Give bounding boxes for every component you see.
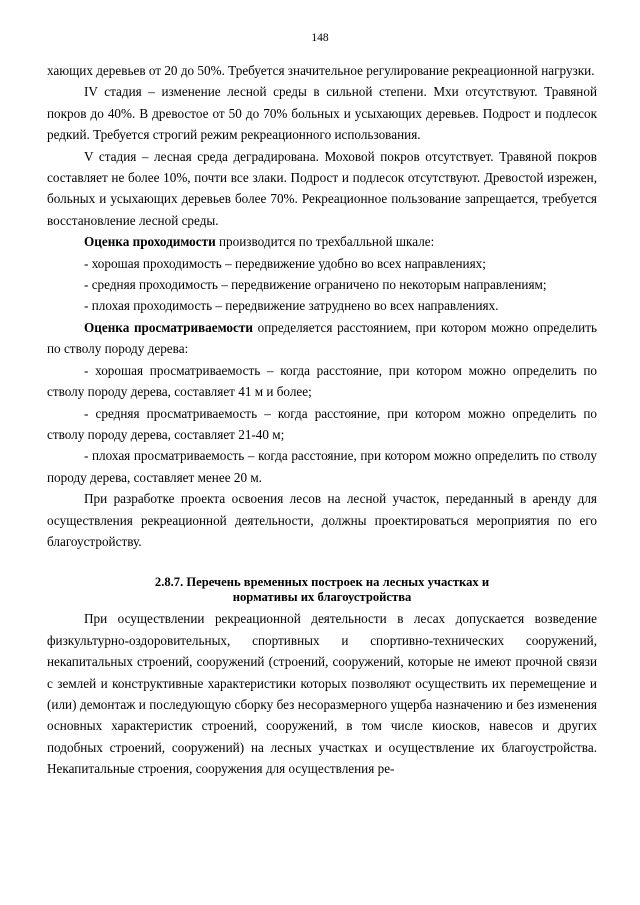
paragraph-continuation: хающих деревьев от 20 до 50%. Требуется значительное регулирование рекреационной нагрузки. bbox=[47, 63, 595, 78]
page-number: 148 bbox=[311, 32, 329, 44]
section-heading-line-2: нормативы их благоустройства bbox=[232, 590, 412, 605]
paragraph-stage-v: V стадия – лесная среда деградирована. Моховой покров отсутствует. Травяной покров составляет не более 10%, почти все злаки. Подрост и подлесок отсутствуют. Древостой изрежен, больных и усыхающих деревьев более 70%. Рекреационное пользование запрещается, требуется восстановление лесной среды. bbox=[47, 148, 597, 228]
visibility-term: Оценка просматриваемости bbox=[84, 319, 253, 335]
list-item-good-passability: - хорошая проходимость – передвижение удобно во всех направлениях; bbox=[84, 255, 486, 271]
list-item-poor-visibility: - плохая просматриваемость – когда расстояние, при котором можно определить по стволу породу дерева, составляет менее 20 м. bbox=[47, 448, 597, 485]
paragraph-visibility bbox=[47, 317, 597, 360]
list-item-poor-passability: - плохая проходимость – передвижение затруднено во всех направлениях. bbox=[84, 298, 499, 314]
paragraph-improvement: При разработке проекта освоения лесов на лесной участок, переданный в аренду для осуществления рекреационной деятельности, должны проектироваться мероприятия по его благоустройству. bbox=[47, 491, 597, 549]
passability-text: производится по трехбалльной шкале: bbox=[215, 234, 435, 250]
list-item-good-visibility: - хорошая просматриваемость – когда расстояние, при котором можно определить по стволу породу дерева, составляет 41 м и более; bbox=[47, 362, 597, 400]
section-heading bbox=[47, 575, 597, 605]
section-heading-line-1: 2.8.7. Перечень временных построек на лесных участках и bbox=[154, 575, 490, 590]
visibility-text: определяется расстоянием, при котором можно определить по стволу породу дерева: bbox=[47, 319, 598, 357]
paragraph-temporary-buildings: При осуществлении рекреационной деятельности в лесах допускается возведение физкультурно-оздоровительных, спортивных и спортивно-технических сооружений, некапитальных строений, сооружений (строений, сооружений, которые не имеют прочной связи с землей и конструктивные характеристики которых позволяют осуществить их перемещение и (или) демонтаж и последующую сборку без несоразмерного ущерба назначению и без изменения основных характеристик строений, сооружений, в том числе киосков, навесов и других подобных строений, сооружений) на лесных участках и осуществление их благоустройства. Некапитальные строения, сооружения для осуществления ре- bbox=[47, 611, 597, 777]
list-item-medium-passability: - средняя проходимость – передвижение ограничено по некоторым направлениям; bbox=[84, 277, 547, 293]
passability-term: Оценка проходимости bbox=[84, 234, 216, 250]
paragraph-passability bbox=[47, 231, 597, 252]
list-item-medium-visibility: - средняя просматриваемость – когда расстояние, при котором можно определить по стволу породу дерева, составляет 21-40 м; bbox=[47, 405, 597, 442]
document-body bbox=[47, 60, 597, 780]
paragraph-stage-iv: IV стадия – изменение лесной среды в сильной степени. Мхи отсутствуют. Травяной покров до 40%. В древостое от 50 до 70% больных и усыхающих деревьев. Подрост и подлесок редкий. Требуется строгий режим рекреационного использования. bbox=[47, 84, 597, 143]
